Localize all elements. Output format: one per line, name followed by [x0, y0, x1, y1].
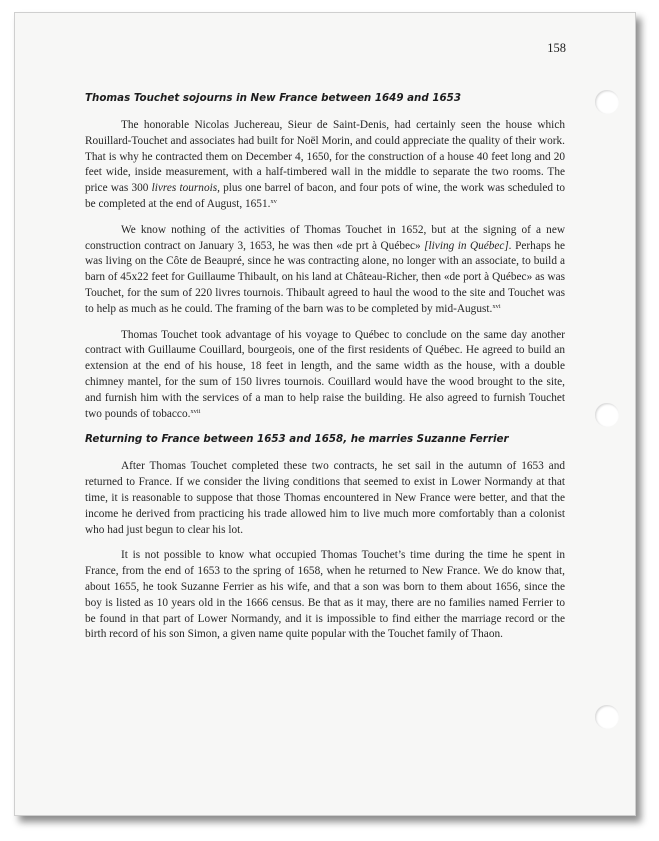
body-paragraph	[85, 223, 565, 318]
document-body	[85, 91, 565, 653]
body-paragraph	[85, 328, 565, 423]
paragraph-text: After Thomas Touchet completed these two contracts, he set sail in the autumn of 1653 and returned to France. If we consider the living conditions that seemed to exist in Lower Normandy at that time, it is reasonable to suppose that those Thomas encountered in New France were better, and that the income he derived from practicing his trade allowed him to live much more comfortably than a colonist who had just begun to clear his lot.	[85, 460, 565, 536]
page-number: 158	[547, 41, 566, 55]
paragraph-text: We know nothing of the activities of Thomas Touchet in 1652, but at the signing of a new construction contract on January 3, 1653, he was then «de prt à Québec»	[85, 223, 565, 252]
paragraph-text: The honorable Nicolas Juchereau, Sieur de Saint-Denis, had certainly seen the house which Rouillard-Touchet and associates had built for Noël Morin, and could appreciate the quality of their work. That is why he contracted them on December 4, 1650, for the construction of a house 40 feet long and 20 feet wide, inside measurement, with a half-timbered wall in the middle to separate the two rooms. The price was 300	[85, 119, 565, 195]
body-paragraph	[85, 548, 565, 643]
binder-hole	[595, 705, 619, 729]
paragraph-text: Thomas Touchet took advantage of his voyage to Québec to conclude on the same day another contract with Guillaume Couillard, bourgeois, one of the first residents of Québec. He agreed to build an extension at the end of his house, 18 feet in length, and the same width as the house, with a double chimney mantel, for the sum of 150 livres tournois. Couillard would have the wood brought to the site, and furnish him with the services of a man to help raise the building. He also agreed to furnish Touchet two pounds of tobacco.	[85, 328, 565, 420]
binder-hole	[595, 403, 619, 427]
paragraph-text: It is not possible to know what occupied Thomas Touchet’s time during the time he spent in France, from the end of 1653 to the spring of 1658, when he returned to New France. We do know that, about 1655, he took Suzanne Ferrier as his wife, and that a son was born to them about 1656, since the boy is listed as 10 years old in the 1666 census. Be that as it may, there are no families named Ferrier to be found in that part of Lower Normandy, and it is impossible to find either the marriage record or the birth record of his son Simon, a given name quite popular with the Touchet family of Thaon.	[85, 549, 565, 641]
italic-text: livres tournois,	[151, 182, 220, 195]
body-paragraph	[85, 118, 565, 213]
italic-text: [living in Québec].	[424, 239, 512, 252]
endnote-reference: xvii	[190, 407, 201, 415]
section-heading: Returning to France between 1653 and 1658, he marries Suzanne Ferrier	[85, 433, 509, 446]
paragraph-text: plus one barrel of bacon, and four pots of wine, the work was scheduled to be completed at the end of August, 1651.	[85, 182, 565, 210]
binder-hole	[595, 90, 619, 114]
section-heading: Thomas Touchet sojourns in New France between 1649 and 1653	[85, 92, 461, 104]
endnote-reference: xv	[270, 197, 277, 205]
paragraph-text: Perhaps he was living on the Côte de Beaupré, since he was contracting alone, no longer with an associate, to build a barn of 45x22 feet for Guillaume Thibault, on his land at Château-Richer, then «de port à Québec» as was Touchet, for the sum of 220 livres tournois. Thibault agreed to haul the wood to the site and Touchet was to help as much as he could. The framing of the barn was to be completed by mid-August.	[85, 239, 566, 315]
body-paragraph	[85, 459, 565, 538]
endnote-reference: xvi	[492, 302, 501, 310]
document-page	[14, 12, 636, 816]
